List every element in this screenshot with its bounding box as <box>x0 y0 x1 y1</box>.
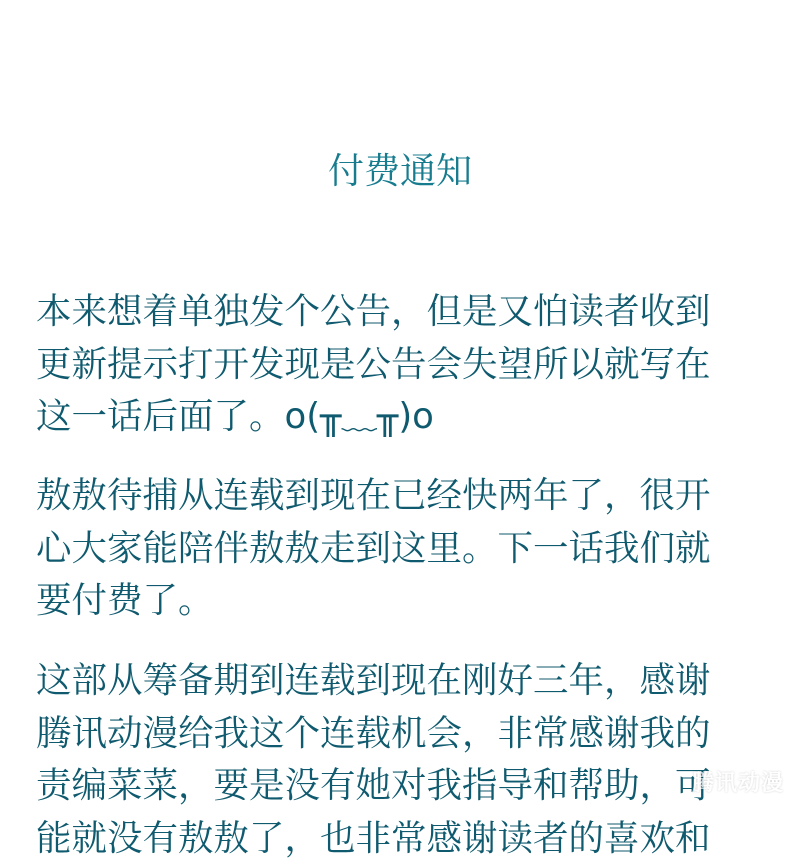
paragraph-line: 敖敖待捕从连载到现在已经快两年了，很开 <box>36 470 776 523</box>
paragraph-line: 本来想着单独发个公告，但是又怕读者收到 <box>36 286 776 339</box>
paragraph-line: 更新提示打开发现是公告会失望所以就写在 <box>36 339 776 392</box>
paragraph-3 <box>36 655 776 865</box>
paragraph-line: 这一话后面了。o(╥﹏╥)o <box>36 391 776 444</box>
paragraph-line: 要付费了。 <box>36 575 776 628</box>
tencent-comics-watermark: 腾讯动漫 <box>692 771 784 797</box>
paragraph-2 <box>36 470 776 628</box>
paragraph-line: 腾讯动漫给我这个连载机会，非常感谢我的 <box>36 708 776 761</box>
paragraph-line: 心大家能陪伴敖敖走到这里。下一话我们就 <box>36 523 776 576</box>
paragraph-line: 责编菜菜，要是没有她对我指导和帮助，可 <box>36 760 776 813</box>
paragraph-line: 能就没有敖敖了，也非常感谢读者的喜欢和 <box>36 813 776 865</box>
page-title: 付费通知 <box>0 148 800 196</box>
paragraph-line: 这部从筹备期到连载到现在刚好三年，感谢 <box>36 655 776 708</box>
paragraph-1 <box>36 286 776 444</box>
